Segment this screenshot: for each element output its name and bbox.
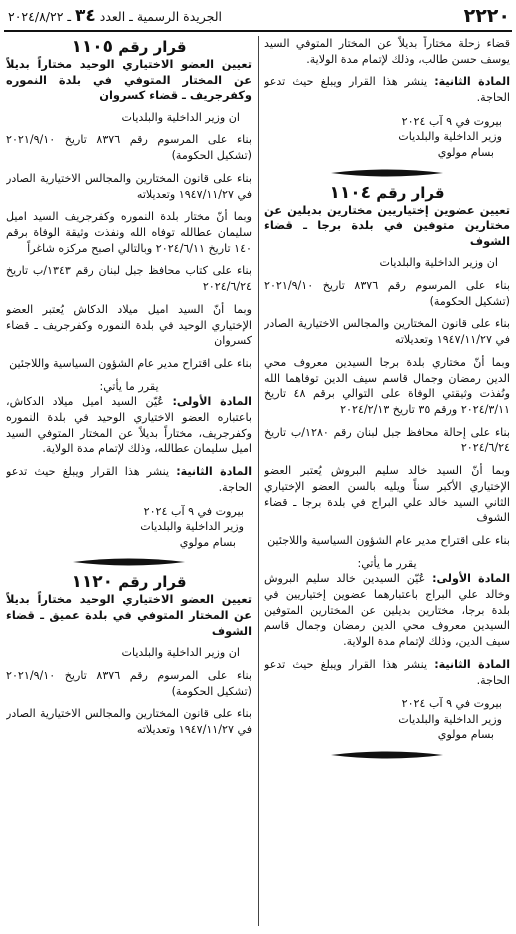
signature-block — [6, 504, 252, 551]
signature-minister: وزير الداخلية والبلديات — [140, 520, 244, 534]
decision-paragraph: بناء على قانون المختارين والمجالس الاختيارية الصادر في ١٩٤٧/١١/٢٧ وتعديلاته — [6, 707, 252, 736]
decision-1104-title: تعيين عضوين إختياريين مختارين بديلين عن مختارين متوفين في بلدة برجا ـ قضاء الشوف — [264, 202, 510, 248]
continuation-paragraph: قضاء زحلة مختاراً بديلاً عن المختار المتوفي السيد يوسف حسن طالب، وذلك لإتمام مدة الولاية. — [264, 37, 510, 66]
signature-name: بسام مولوي — [437, 728, 494, 742]
article-text: عُيّن السيدين خالد سليم البروش وخالد علي البراج باعتبارهما عضوين إختياريين في بلدة برجا، مختارين بديلين عن المختارين المتوفين السيدين معروف محي الدين رمضان وجمال قاسم سيف الدين، وذلك لإتمام مدة الولاية. — [264, 572, 510, 649]
decision-paragraph: ان وزير الداخلية والبلديات — [121, 110, 240, 124]
article-2 — [264, 657, 510, 688]
signature-name: بسام مولوي — [179, 535, 236, 549]
decision-paragraph: وبما أنّ السيد اميل ميلاد الدكاش يُعتبر العضو الإختياري الوحيد في بلدة النموره وكفرجريف ـ قضاء كسروان — [6, 302, 252, 348]
article-label: المادة الثانية: — [434, 657, 510, 671]
signature-date: بيروت في ٩ آب ٢٠٢٤ — [401, 114, 502, 128]
decision-number: ١١٢٠ — [71, 572, 113, 593]
signature-block — [264, 696, 510, 743]
decision-paragraph: ان وزير الداخلية والبلديات — [379, 256, 498, 270]
signature-date: بيروت في ٩ آب ٢٠٢٤ — [143, 504, 244, 518]
decision-heading-label: قرار رقم — [118, 38, 187, 56]
decision-paragraph: بناء على إحالة محافظ جبل لبنان رقم ١٢٨٠/ب تاريخ ٢٠٢٤/٦/٢٤ — [264, 425, 510, 455]
decision-paragraph: بناء على قانون المختارين والمجالس الاختيارية الصادر في ١٩٤٧/١١/٢٧ وتعديلاته — [6, 171, 252, 201]
page-header — [0, 0, 516, 30]
decision-1105-title: تعيين العضو الاختياري الوحيد مختاراً بديلاً عن المختار المتوفي في بلدة النموره وكفرجريف ـ قضاء كسروان — [6, 57, 252, 103]
column-divider — [258, 36, 259, 926]
decides-line: يقرر ما يأتي: — [99, 379, 159, 393]
signature-minister: وزير الداخلية والبلديات — [398, 130, 502, 144]
decision-paragraph: ان وزير الداخلية والبلديات — [121, 646, 240, 660]
article-text: ينشر هذا القرار ويبلغ حيث تدعو الحاجة. — [264, 657, 510, 687]
article-text: ينشر هذا القرار ويبلغ حيث تدعو الحاجة. — [264, 75, 510, 105]
signature-date: بيروت في ٩ آب ٢٠٢٤ — [401, 697, 502, 711]
decision-paragraph: بناء على قانون المختارين والمجالس الاختيارية الصادر في ١٩٤٧/١١/٢٧ وتعديلاته — [264, 317, 510, 347]
decision-paragraph: وبما أنّ مختار بلدة النموره وكفرجريف السيد اميل سليمان عطالله توفاه الله ونفذت وثيقة الوفاة برقم ١٤٠ تاريخ ٢٠٢٤/٦/١١ وبالتالي اصبح مركزه شاغراً — [6, 210, 252, 255]
signature-minister: وزير الداخلية والبلديات — [398, 712, 502, 726]
decision-heading-label: قرار رقم — [118, 573, 187, 592]
decision-paragraph: بناء على اقتراح مدير عام الشؤون السياسية واللاجئين — [267, 533, 510, 547]
article-text: ينشر هذا القرار ويبلغ حيث تدعو الحاجة. — [6, 465, 252, 494]
article-label: المادة الثانية: — [176, 465, 252, 479]
signature-name: بسام مولوي — [437, 146, 494, 159]
left-column — [6, 36, 252, 738]
decision-paragraph: بناء على المرسوم رقم ٨٣٧٦ تاريخ ٢٠٢١/٩/١٠ (تشكيل الحكومة) — [264, 279, 510, 308]
page-number: ٢٢٢٠ — [463, 5, 510, 27]
article-2 — [6, 464, 252, 495]
section-divider-ornament — [331, 750, 443, 760]
decision-paragraph: بناء على المرسوم رقم ٨٣٧٦ تاريخ ٢٠٢١/٩/١٠ (تشكيل الحكومة) — [6, 668, 252, 698]
article-label: المادة الأولى: — [432, 572, 510, 586]
gazette-title — [8, 6, 222, 26]
decision-number: ١١٠٤ — [329, 182, 371, 203]
continuation-article-2 — [264, 74, 510, 105]
decision-paragraph: بناء على اقتراح مدير عام الشؤون السياسية واللاجئين — [9, 356, 252, 370]
decision-1120-heading — [6, 573, 252, 592]
decision-paragraph: بناء على كتاب محافظ جبل لبنان رقم ١٣٤٣/ب تاريخ ٢٠٢٤/٦/٢٤ — [6, 264, 252, 294]
signature-block — [264, 114, 510, 161]
decision-1105-heading — [6, 38, 252, 57]
section-divider-ornament — [331, 168, 443, 178]
header-rule — [4, 30, 512, 32]
issue-number: ٣٤ — [75, 6, 96, 26]
decision-number: ١١٠٥ — [71, 37, 113, 57]
decision-paragraph: وبما أنّ السيد خالد سليم البروش يُعتبر العضو الإختياري الأكبر سناً ويليه بالسن العضو الإختياري الثاني السيد خالد علي البراج في بلدة برجا ـ قضاء الشوف — [264, 464, 510, 525]
article-1 — [6, 394, 252, 457]
gazette-title-prefix: الجريدة الرسمية ـ العدد — [95, 9, 222, 24]
gazette-date: ـ ٢٠٢٤/٨/٢٢ — [8, 9, 76, 24]
article-text: عُيّن السيد اميل ميلاد الدكاش، باعتباره العضو الاختياري الوحيد في بلدة النموره وكفرجريف، مختاراً بديلاً عن المختار المتوفي السيد اميل سليمان عطالله، وذلك لإتمام مدة الولاية. — [6, 395, 252, 456]
decides-line: يقرر ما يأتي: — [357, 556, 417, 570]
decision-heading-label: قرار رقم — [376, 183, 445, 202]
decision-1104-heading — [264, 184, 510, 203]
article-label: المادة الأولى: — [172, 395, 252, 409]
right-column — [264, 36, 510, 764]
decision-paragraph: بناء على المرسوم رقم ٨٣٧٦ تاريخ ٢٠٢١/٩/١٠ (تشكيل الحكومة) — [6, 133, 252, 163]
article-1 — [264, 571, 510, 650]
decision-1120-title: تعيين العضو الاختياري الوحيد مختاراً بديلاً عن المختار المتوفي في بلدة عميق ـ قضاء الشوف — [6, 592, 252, 638]
decision-paragraph: وبما أنّ مختاري بلدة برجا السيدين معروف محي الدين رمضان وجمال قاسم سيف الدين توفاهما الله ونُفذت وثيقتي الوفاة على التوالي برقم ٤٨ تاريخ ٢٠٢٤/٣/١١ ورقم ٣٥ تاريخ ٢٠٢٤/٢/١٣ — [264, 355, 510, 416]
article-label: المادة الثانية: — [434, 75, 510, 89]
section-divider-ornament — [73, 557, 185, 567]
